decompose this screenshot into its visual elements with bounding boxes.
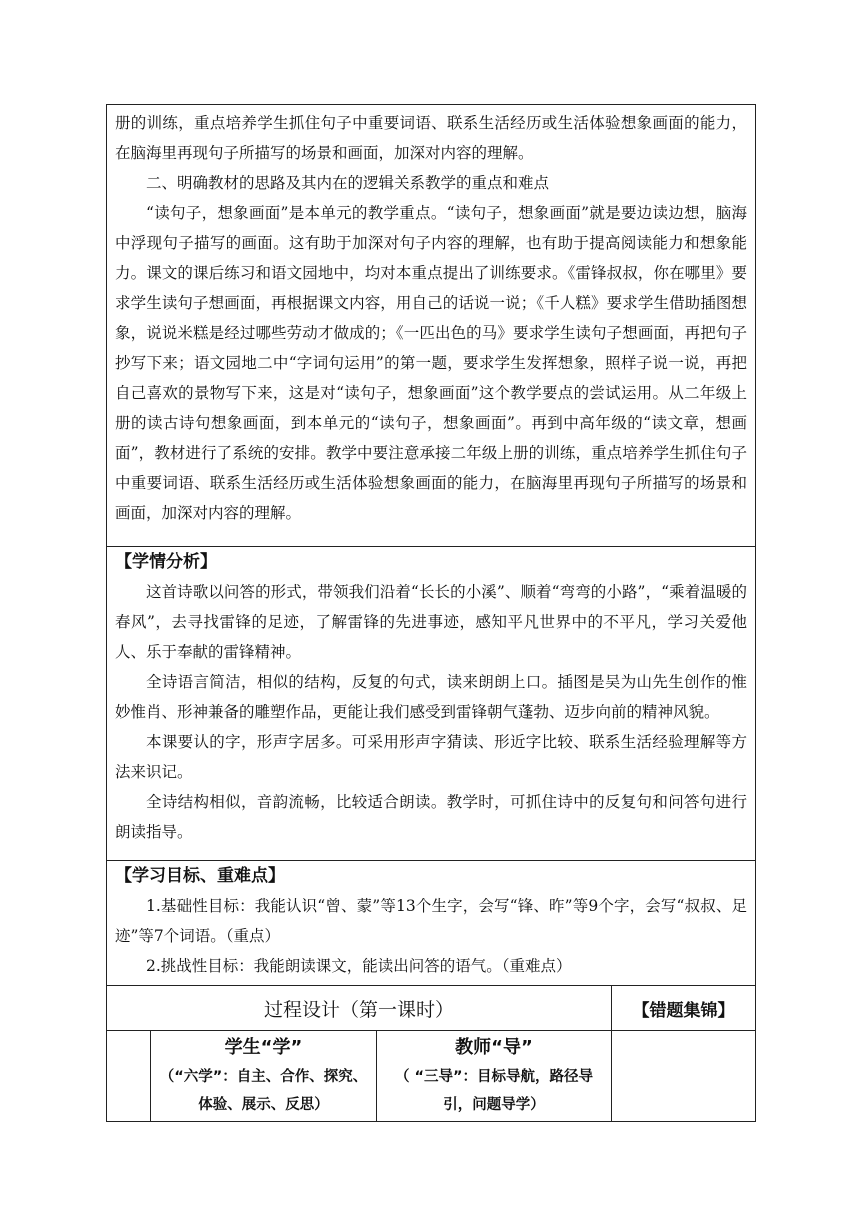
intro-tail-text: 册的训练，重点培养学生抓住句子中重要词语、联系生活经历或生活体验想象画面的能力，在脑海里再现句子所描写的场景和画面，加深对内容的理解。 — [115, 114, 747, 162]
process-title-row — [107, 986, 756, 1031]
teaching-focus-row — [107, 105, 756, 547]
student-column-title: 学生“学” — [224, 1037, 303, 1058]
teacher-column-subtitle: （ “三导”：目标导航，路径导引，问题导学） — [394, 1069, 594, 1113]
lesson-plan-page — [106, 104, 755, 1122]
objective-item: 2.挑战性目标：我能朗读课文，能读出问答的语气。（重难点） — [146, 957, 572, 975]
teacher-column-header — [377, 1031, 612, 1122]
objective-item: 1.基础性目标：我能认识“曾、蒙”等13个生字，会写“锋、昨”等9个字，会写“叔叔、足迹”等7个词语。（重点） — [115, 897, 747, 945]
learning-analysis-cell — [107, 547, 756, 861]
empty-cell — [107, 1031, 151, 1122]
errors-title: 【错题集锦】 — [612, 986, 756, 1031]
student-column-subtitle: （“六学”：自主、合作、探究、体验、展示、反思） — [159, 1069, 368, 1113]
teacher-column-title: 教师“导” — [455, 1037, 533, 1058]
student-column-header — [151, 1031, 377, 1122]
analysis-paragraph: 全诗语言简洁，相似的结构，反复的句式，读来朗朗上口。插图是吴为山先生创作的惟妙惟肖、形神兼备的雕塑作品，更能让我们感受到雷锋朝气蓬勃、迈步向前的精神风貌。 — [115, 673, 747, 721]
objectives-row — [107, 861, 756, 986]
lesson-plan-table — [106, 104, 756, 1122]
section-heading: 二、明确教材的思路及其内在的逻辑关系教学的重点和难点 — [146, 174, 550, 192]
learning-analysis-row — [107, 547, 756, 861]
analysis-paragraph: 这首诗歌以问答的形式，带领我们沿着“长长的小溪”、顺着“弯弯的小路”，“乘着温暖的春风”，去寻找雷锋的足迹，了解雷锋的先进事迹，感知平凡世界中的不平凡，学习关爱他人、乐于奉献的雷锋精神。 — [115, 583, 747, 661]
errors-column-cell — [612, 1031, 756, 1122]
objectives-heading: 【学习目标、重难点】 — [115, 866, 285, 886]
analysis-paragraph: 全诗结构相似，音韵流畅，比较适合朗读。教学时，可抓住诗中的反复句和问答句进行朗读指导。 — [115, 793, 747, 841]
learning-analysis-heading: 【学情分析】 — [115, 552, 217, 572]
teaching-focus-cell — [107, 105, 756, 547]
process-header-row — [107, 1031, 756, 1122]
analysis-paragraph: 本课要认的字，形声字居多。可采用形声字猜读、形近字比较、联系生活经验理解等方法来识记。 — [115, 733, 747, 781]
process-title: 过程设计（第一课时） — [107, 986, 612, 1031]
objectives-cell — [107, 861, 756, 986]
teaching-focus-body: “读句子，想象画面”是本单元的教学重点。“读句子，想象画面”就是要边读边想，脑海中浮现句子描写的画面。这有助于加深对句子内容的理解，也有助于提高阅读能力和想象能力。课文的课后练习和语文园地中，均对本重点提出了训练要求。《雷锋叔叔，你在哪里》要求学生读句子想画面，再根据课文内容，用自己的话说一说；《千人糕》要求学生借助插图想象，说说米糕是经过哪些劳动才做成的；《一匹出色的马》要求学生读句子想画面，再把句子抄写下来；语文园地二中“字词句运用”的第一题，要求学生发挥想象，照样子说一说，再把自己喜欢的景物写下来，这是对“读句子，想象画面”这个教学要点的尝试运用。从二年级上册的读古诗句想象画面，到本单元的“读句子，想象画面”。再到中高年级的“读文章，想画面”，教材进行了系统的安排。教学中要注意承接二年级上册的训练，重点培养学生抓住句子中重要词语、联系生活经历或生活体验想象画面的能力，在脑海里再现句子所描写的场景和画面，加深对内容的理解。 — [115, 204, 747, 522]
